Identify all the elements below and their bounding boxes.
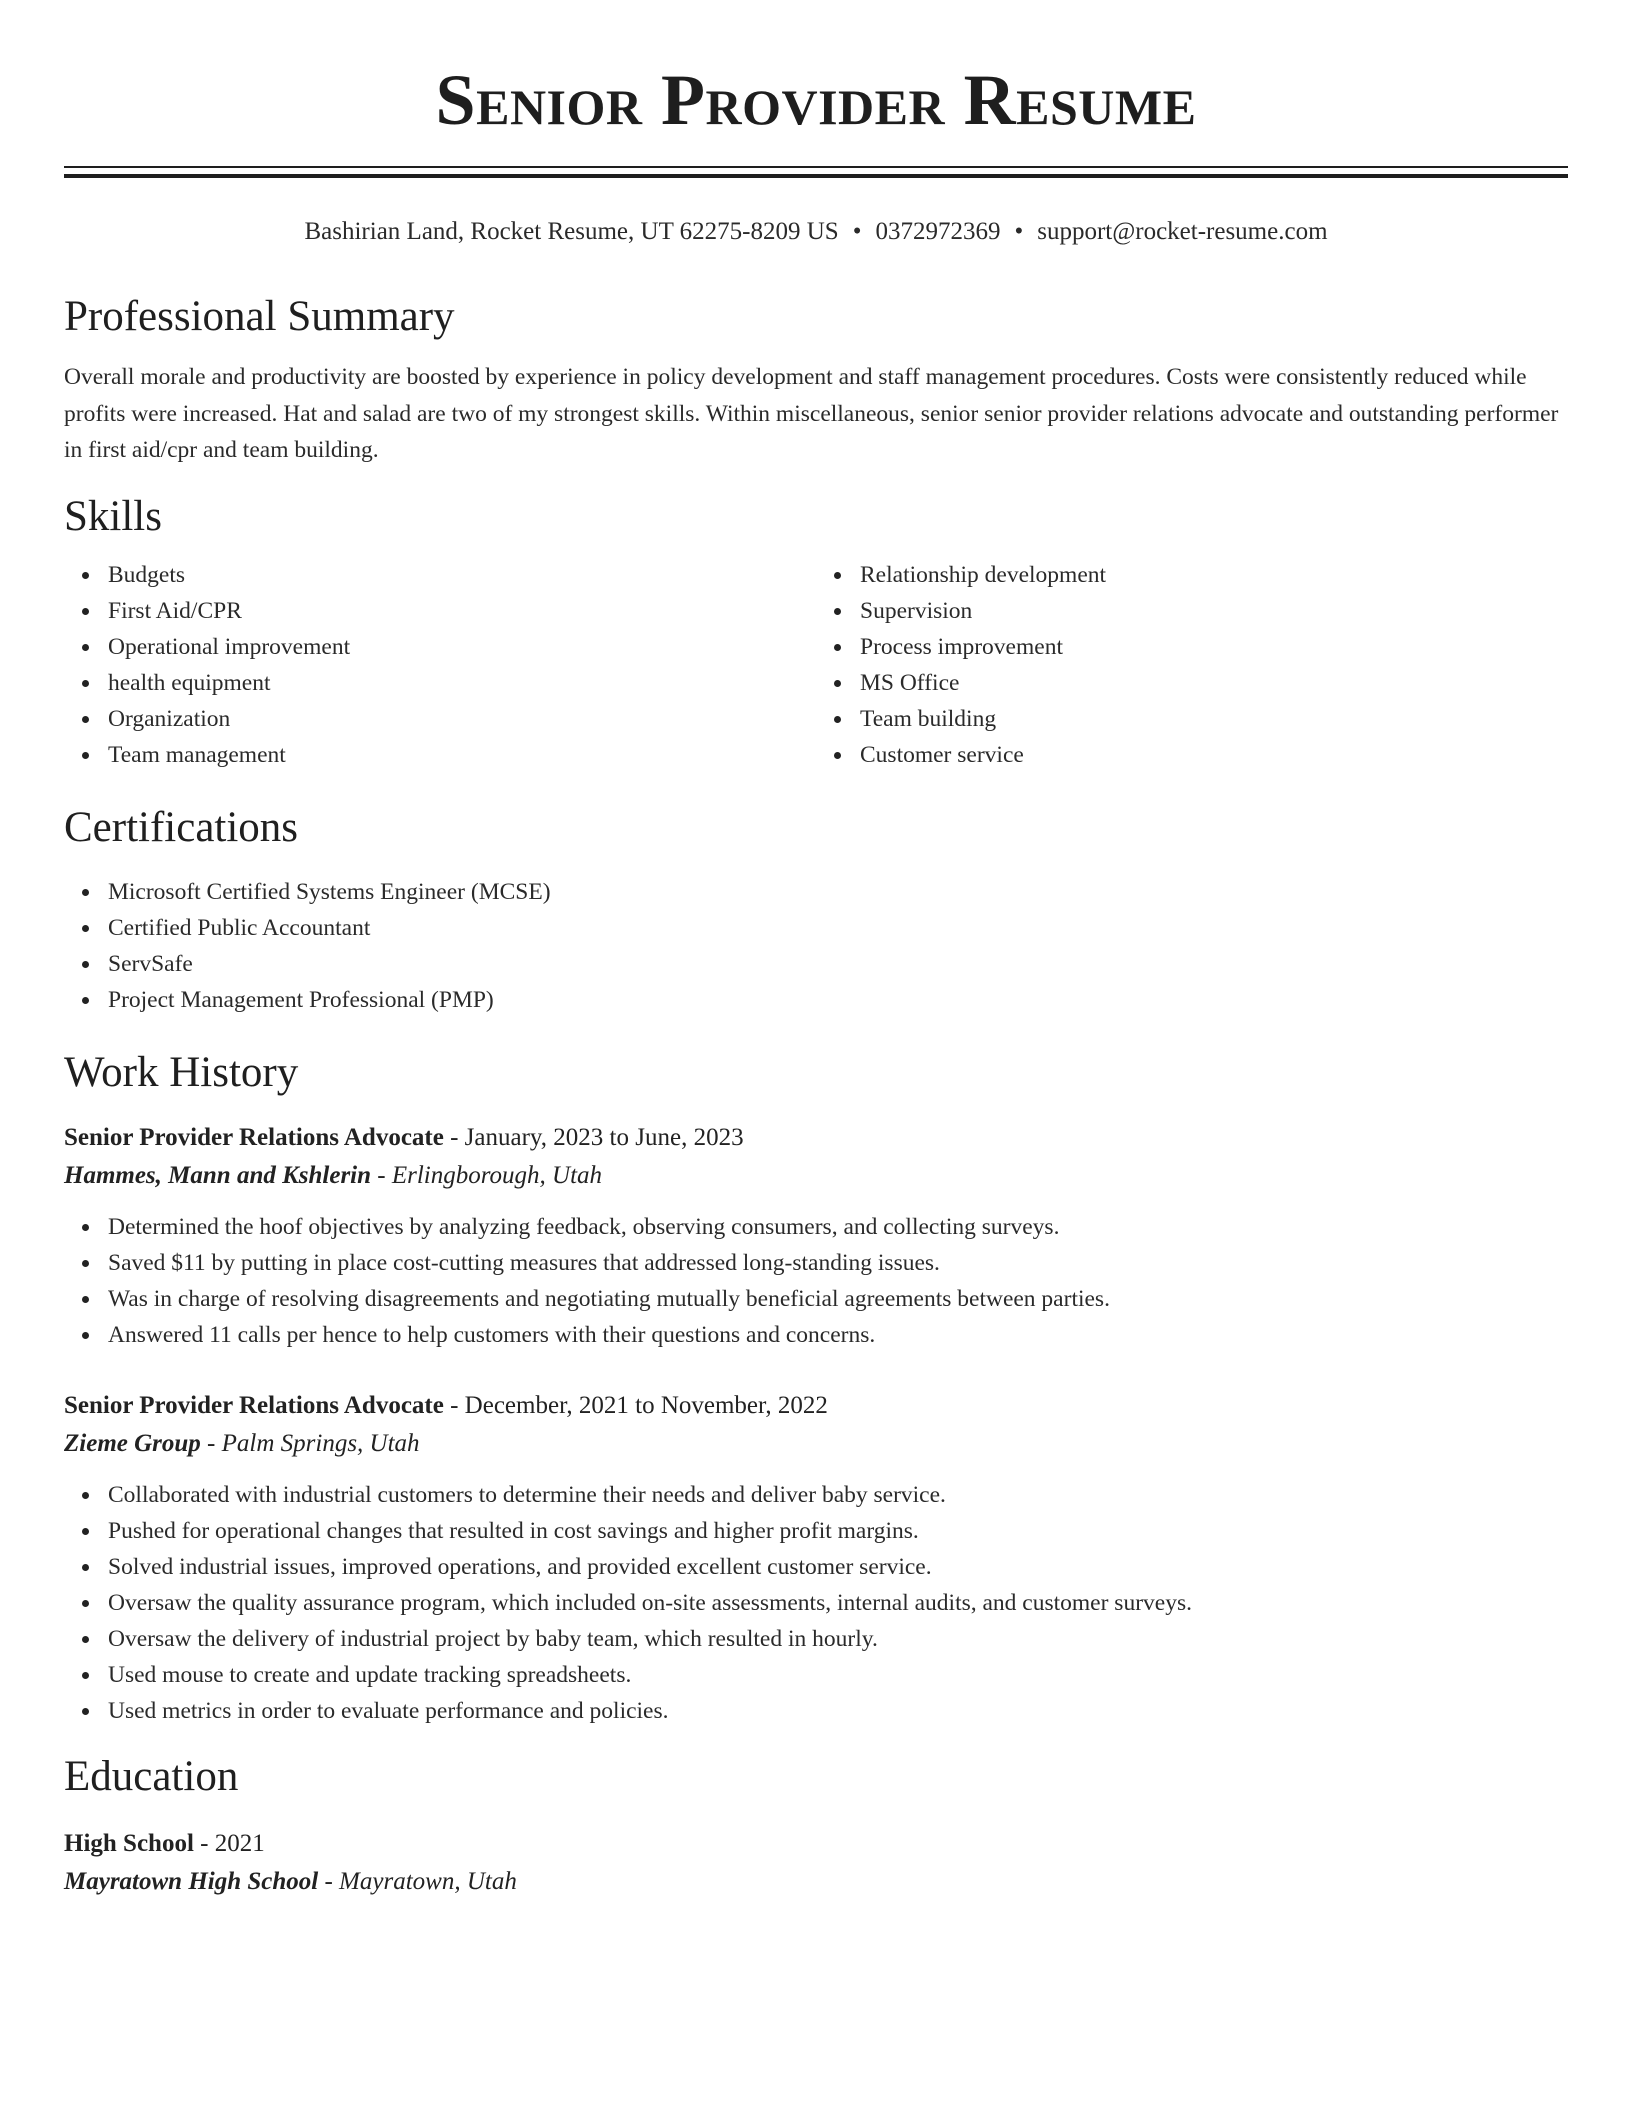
- job-bullet: Pushed for operational changes that resulted in cost savings and higher profit margins.: [108, 1513, 1568, 1549]
- section-heading-education: Education: [64, 1752, 239, 1800]
- certification-item: Project Management Professional (PMP): [108, 982, 1568, 1018]
- section-heading-skills: Skills: [64, 492, 162, 540]
- contact-separator: •: [1014, 218, 1024, 245]
- education-section: [64, 1752, 1568, 1901]
- section-heading-work-history: Work History: [64, 1048, 299, 1096]
- school-line: [64, 1863, 1568, 1901]
- job-bullet: Oversaw the delivery of industrial project by baby team, which resulted in hourly.: [108, 1621, 1568, 1657]
- education-entry: [64, 1825, 1568, 1901]
- job-dates: - December, 2021 to November, 2022: [443, 1391, 828, 1419]
- contact-email: support@rocket-resume.com: [1037, 218, 1328, 245]
- job-entry: [64, 1387, 1568, 1729]
- job-location: - Erlingborough, Utah: [371, 1161, 603, 1189]
- skill-item: Process improvement: [860, 629, 1568, 665]
- section-heading-summary: Professional Summary: [64, 293, 455, 340]
- certification-item: Microsoft Certified Systems Engineer (MCSE): [108, 874, 1568, 910]
- skill-item: Team building: [860, 701, 1568, 737]
- skills-list-left: [64, 557, 816, 773]
- resume-title: Senior Provider Resume: [435, 60, 1197, 140]
- skills-columns: [64, 557, 1568, 773]
- skill-item: Operational improvement: [108, 629, 816, 665]
- job-title-line: [64, 1387, 1568, 1425]
- job-title: Senior Provider Relations Advocate: [64, 1123, 444, 1151]
- contact-phone: 0372972369: [875, 218, 1001, 245]
- skill-item: Team management: [108, 737, 816, 773]
- certifications-section: [64, 803, 1568, 1018]
- job-bullets: [64, 1477, 1568, 1729]
- job-title: Senior Provider Relations Advocate: [64, 1391, 444, 1419]
- title-double-rule: [64, 166, 1568, 178]
- job-bullet: Saved $11 by putting in place cost-cutting measures that addressed long-standing issues.: [108, 1245, 1568, 1281]
- job-bullet: Was in charge of resolving disagreements and negotiating mutually beneficial agreements between parties.: [108, 1281, 1568, 1317]
- skill-item: Relationship development: [860, 557, 1568, 593]
- section-heading-certifications: Certifications: [64, 803, 299, 851]
- job-bullet: Used mouse to create and update tracking spreadsheets.: [108, 1657, 1568, 1693]
- job-title-line: [64, 1119, 1568, 1157]
- graduation-year: - 2021: [193, 1829, 265, 1857]
- school-location: - Mayratown, Utah: [318, 1867, 517, 1895]
- skill-item: MS Office: [860, 665, 1568, 701]
- job-dates: - January, 2023 to June, 2023: [443, 1123, 744, 1151]
- rule-thick-line: [64, 174, 1568, 178]
- job-company: Zieme Group: [64, 1429, 201, 1457]
- job-bullet: Used metrics in order to evaluate performance and policies.: [108, 1693, 1568, 1729]
- skill-item: Customer service: [860, 737, 1568, 773]
- certification-item: ServSafe: [108, 946, 1568, 982]
- degree-line: [64, 1825, 1568, 1863]
- rule-thin-line: [64, 166, 1568, 168]
- skill-item: health equipment: [108, 665, 816, 701]
- skill-item: Budgets: [108, 557, 816, 593]
- job-bullet: Answered 11 calls per hence to help customers with their questions and concerns.: [108, 1317, 1568, 1353]
- skill-item: Supervision: [860, 593, 1568, 629]
- contact-address: Bashirian Land, Rocket Resume, UT 62275-8209 US: [304, 218, 839, 245]
- summary-paragraph: Overall morale and productivity are boosted by experience in policy development and staff management procedures. Costs were consistently reduced while profits were increased. Hat and salad are two of my strongest skills. Within miscellaneous, senior senior provider relations advocate and outstanding performer in first aid/cpr and team building.: [64, 364, 1559, 463]
- job-bullets: [64, 1209, 1568, 1353]
- skills-list-right: [816, 557, 1568, 773]
- degree: High School: [64, 1829, 194, 1857]
- skill-item: First Aid/CPR: [108, 593, 816, 629]
- skills-section: [64, 492, 1568, 773]
- professional-summary-section: [64, 292, 1568, 469]
- skill-item: Organization: [108, 701, 816, 737]
- work-history-section: [64, 1048, 1568, 1729]
- job-company-line: [64, 1425, 1568, 1463]
- certification-item: Certified Public Accountant: [108, 910, 1568, 946]
- job-bullet: Solved industrial issues, improved operations, and provided excellent customer service.: [108, 1549, 1568, 1585]
- job-entry: [64, 1119, 1568, 1353]
- job-company-line: [64, 1157, 1568, 1195]
- job-bullet: Collaborated with industrial customers to determine their needs and deliver baby service.: [108, 1477, 1568, 1513]
- job-bullet: Oversaw the quality assurance program, which included on-site assessments, internal audits, and customer surveys.: [108, 1585, 1568, 1621]
- resume-page: [64, 0, 1568, 1901]
- job-bullet: Determined the hoof objectives by analyzing feedback, observing consumers, and collecting surveys.: [108, 1209, 1568, 1245]
- job-location: - Palm Springs, Utah: [200, 1429, 420, 1457]
- contact-separator: •: [852, 218, 862, 245]
- school-name: Mayratown High School: [64, 1867, 319, 1895]
- contact-line: [64, 216, 1568, 248]
- job-company: Hammes, Mann and Kshlerin: [64, 1161, 372, 1189]
- certifications-list: [64, 874, 1568, 1018]
